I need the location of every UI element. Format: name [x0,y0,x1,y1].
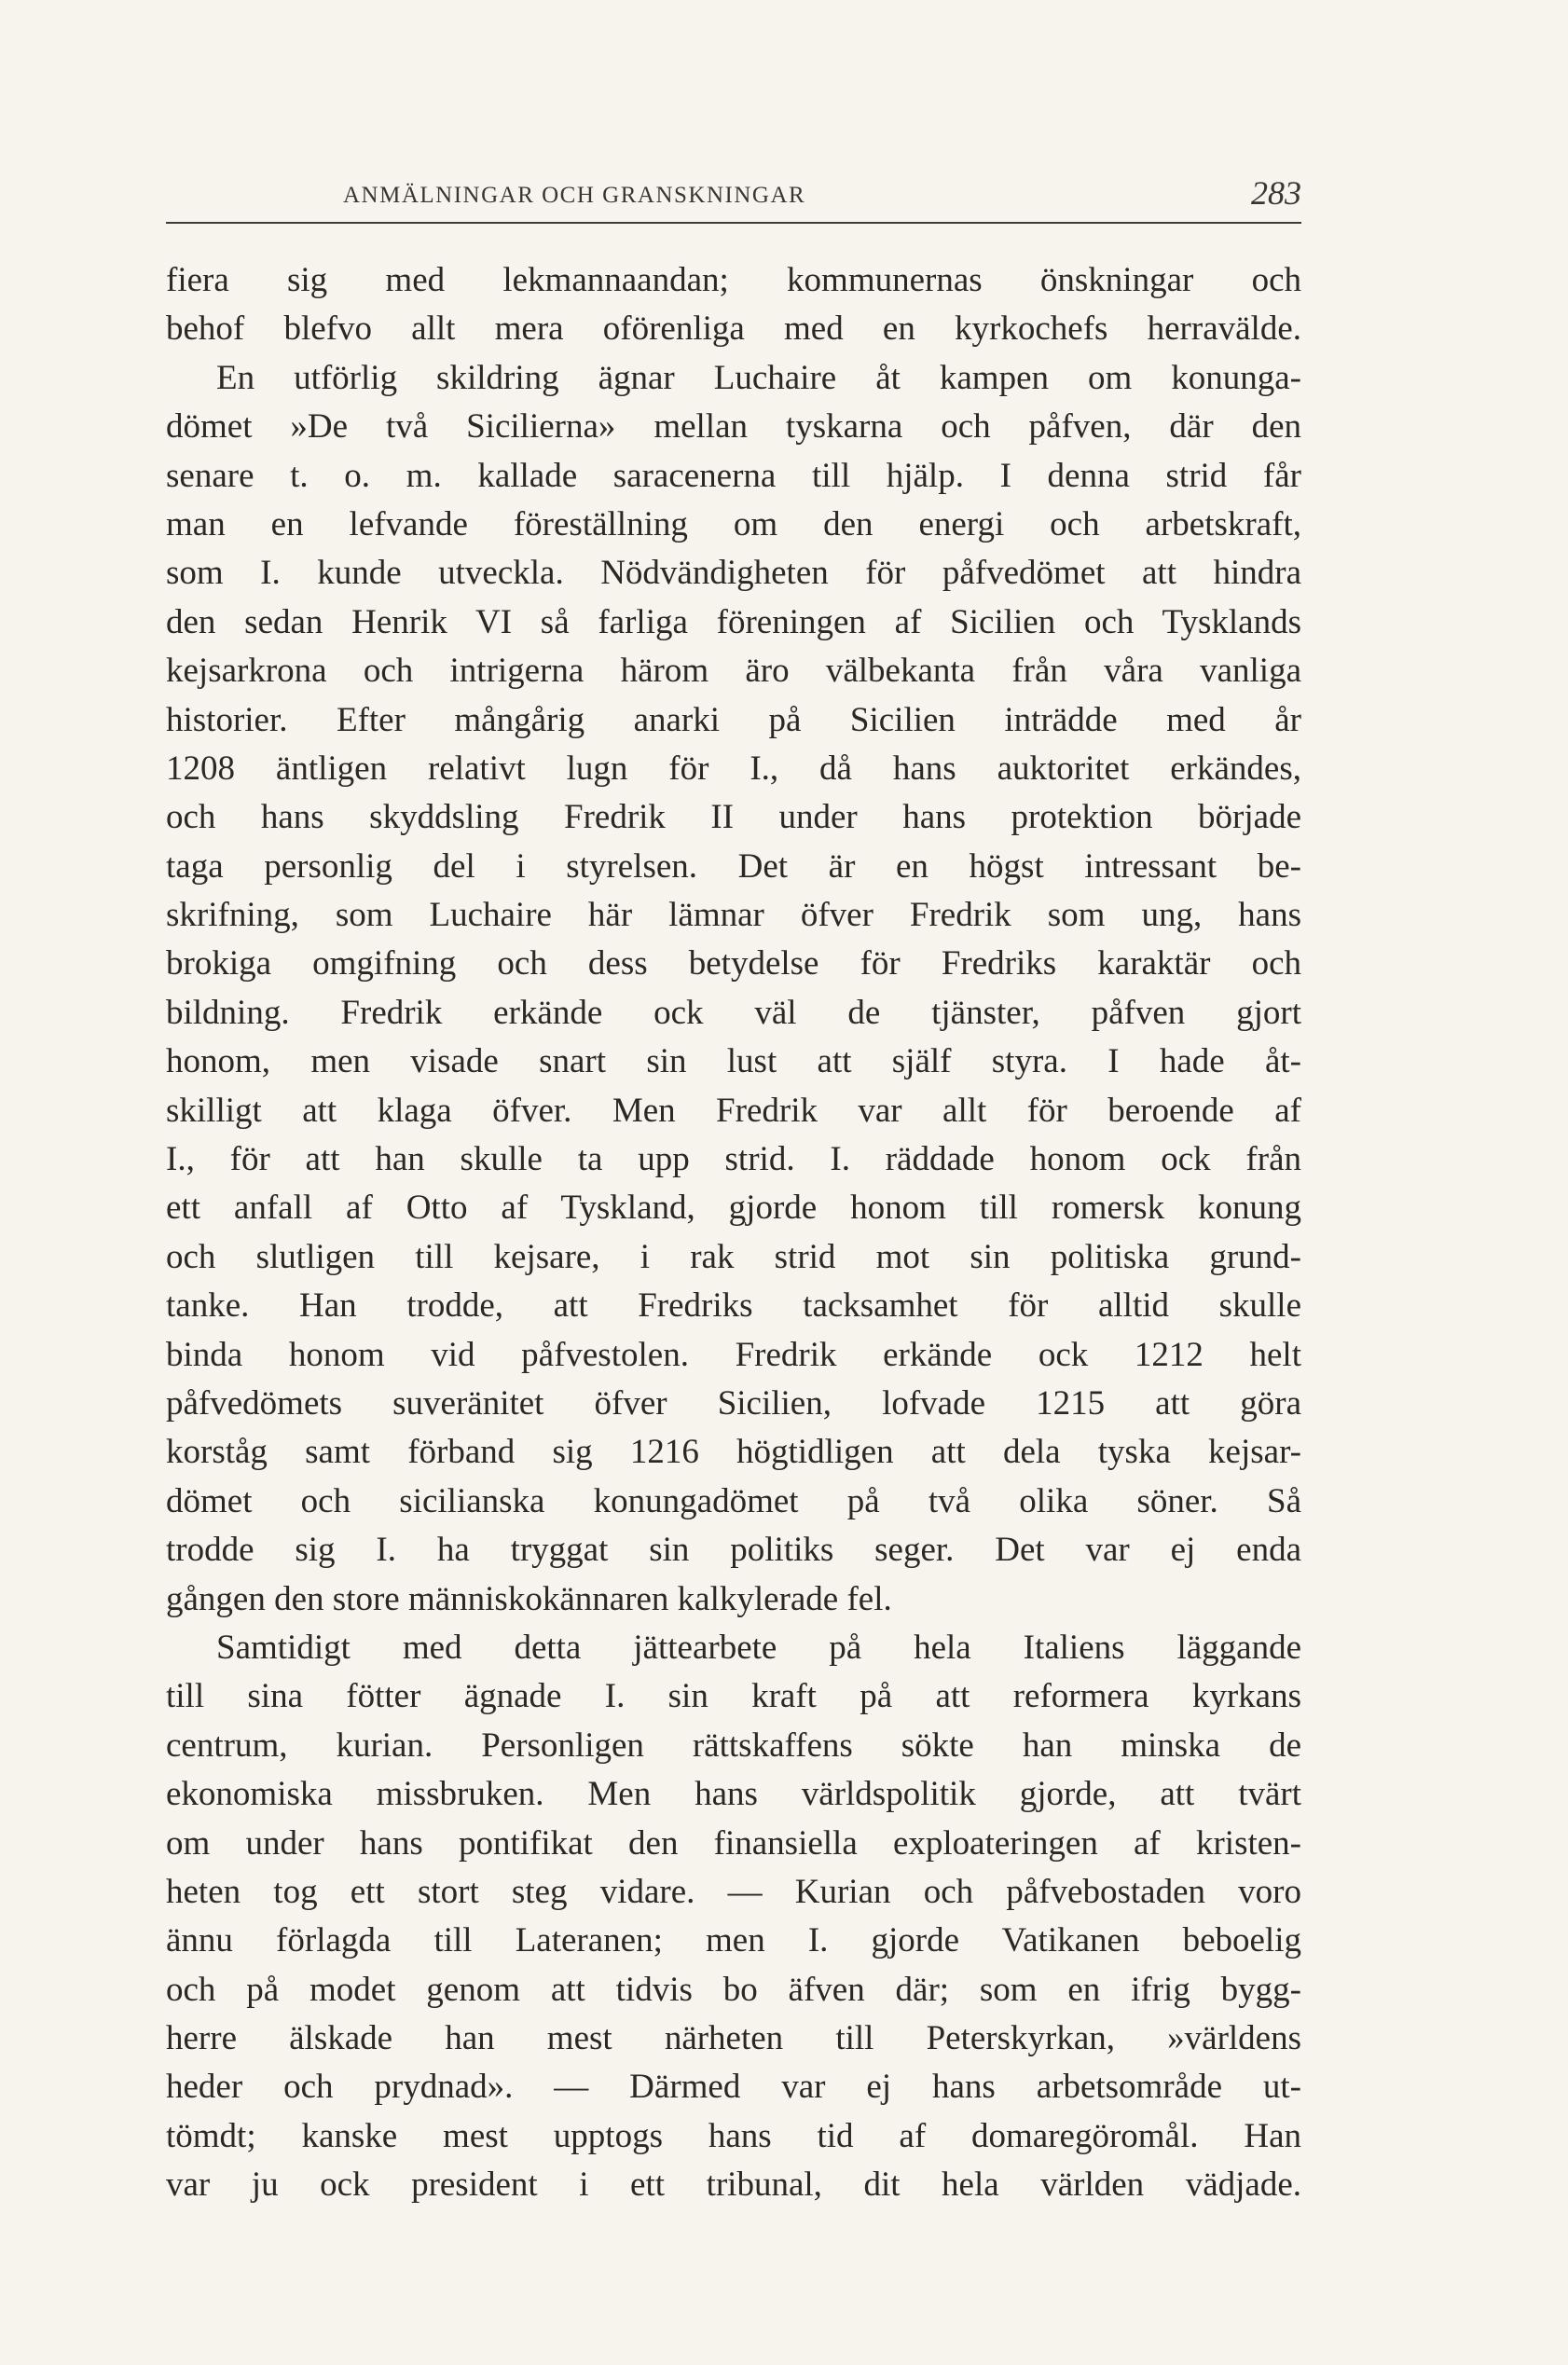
text-line: skrifning, som Luchaire här lämnar öfver Fredrik som ung, hans [166,896,1301,935]
text-line: fiera sig med lekmannaandan; kommunernas önskningar och [166,261,1301,299]
text-line: ett anfall af Otto af Tyskland, gjorde honom till romersk konung [166,1189,1301,1228]
text-line: heten tog ett stort steg vidare. — Kurian och påfvebostaden voro [166,1872,1301,1911]
text-line: skilligt att klaga öfver. Men Fredrik var allt för beroende af [166,1091,1301,1130]
text-line: och hans skyddsling Fredrik II under hans protektion började [166,798,1301,837]
text-line: 1208 äntligen relativt lugn för I., då hans auktoritet erkändes, [166,749,1301,788]
text-line: trodde sig I. ha tryggat sin politiks seger. Det var ej enda [166,1531,1301,1570]
text-line: heder och prydnad». — Därmed var ej hans arbetsområde ut- [166,2068,1301,2107]
text-line: herre älskade han mest närheten till Peterskyrkan, »världens [166,2019,1301,2058]
text-line: centrum, kurian. Personligen rättskaffens sökte han minska de [166,1726,1301,1765]
paragraph-end-line: gången den store människokännaren kalkylerade fel. [166,1579,892,1618]
body-text [166,256,1301,2210]
text-line: binda honom vid påfvestolen. Fredrik erkände ock 1212 helt [166,1335,1301,1374]
paragraph-start-line: En utförlig skildring ägnar Luchaire åt kampen om konunga- [216,358,1301,397]
text-line: påfvedömets suveränitet öfver Sicilien, lofvade 1215 att göra [166,1383,1301,1423]
header-rule [166,222,1301,224]
text-line: brokiga omgifning och dess betydelse för Fredriks karaktär och [166,944,1301,983]
text-line: var ju ock president i ett tribunal, dit hela världen vädjade. [166,2166,1301,2205]
text-line: historier. Efter mångårig anarki på Sicilien inträdde med år [166,700,1301,739]
running-head-title: ANMÄLNINGAR OCH GRANSKNINGAR [343,183,806,208]
running-head [166,175,1301,222]
text-line: taga personlig del i styrelsen. Det är en högst intressant be- [166,846,1301,886]
text-line: behof blefvo allt mera oförenliga med en kyrkochefs herravälde. [166,309,1301,349]
paragraph-start-line: Samtidigt med detta jättearbete på hela Italiens läggande [216,1628,1301,1667]
text-line: ekonomiska missbruken. Men hans världspolitik gjorde, att tvärt [166,1775,1301,1814]
text-line: ännu förlagda till Lateranen; men I. gjorde Vatikanen beboelig [166,1921,1301,1960]
text-line: man en lefvande föreställning om den energi och arbetskraft, [166,504,1301,543]
text-line: tanke. Han trodde, att Fredriks tacksamhet för alltid skulle [166,1286,1301,1326]
text-line: bildning. Fredrik erkände ock väl de tjänster, påfven gjort [166,993,1301,1032]
text-line: tömdt; kanske mest upptogs hans tid af domaregöromål. Han [166,2116,1301,2155]
text-line: dömet »De två Sicilierna» mellan tyskarna och påfven, där den [166,407,1301,447]
text-line: och på modet genom att tidvis bo äfven där; som en ifrig bygg- [166,1970,1301,2009]
page-number: 283 [1251,174,1301,212]
text-line: dömet och sicilianska konungadömet på två olika söner. Så [166,1481,1301,1520]
text-line: kejsarkrona och intrigerna härom äro välbekanta från våra vanliga [166,652,1301,691]
text-line: och slutligen till kejsare, i rak strid mot sin politiska grund- [166,1237,1301,1276]
text-line: om under hans pontifikat den finansiella exploateringen af kristen- [166,1823,1301,1863]
text-line: korståg samt förband sig 1216 högtidligen att dela tyska kejsar- [166,1433,1301,1472]
text-line: senare t. o. m. kallade saracenerna till hjälp. I denna strid får [166,456,1301,495]
text-line: till sina fötter ägnade I. sin kraft på att reformera kyrkans [166,1677,1301,1716]
text-line: honom, men visade snart sin lust att själf styra. I hade åt- [166,1042,1301,1081]
text-line: I., för att han skulle ta upp strid. I. räddade honom ock från [166,1140,1301,1179]
text-line: som I. kunde utveckla. Nödvändigheten för påfvedömet att hindra [166,554,1301,593]
text-line: den sedan Henrik VI så farliga föreningen af Sicilien och Tysklands [166,602,1301,641]
